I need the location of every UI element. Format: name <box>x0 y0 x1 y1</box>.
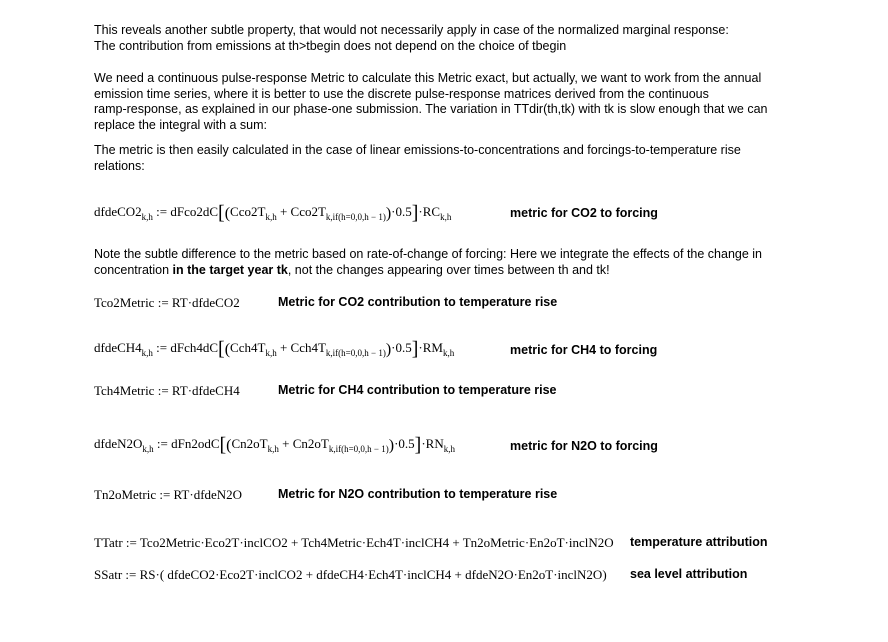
equation-ch4-forcing: $dfdeCH4_{k,h}$ := $dFch4dC[(Cch4T_{k,h} + Cch4T_{k,if(h=0,0,h - 1)})\cdot 0.5]\cdot RM_{k,h}$ <box>94 338 455 360</box>
paragraph-line: emission time series, where it is better to use the discrete pulse-response matrices derived from the continuous <box>94 86 709 101</box>
equation-sea-level-attribution: SSatr := RS·( dfdeCO2·Eco2T·inclCO2 + dfdeCH4·Ech4T·inclCH4 + dfdeN2O·En2oT·inclN2O) <box>94 567 607 582</box>
label-n2o-temperature: Metric for N2O contribution to temperature rise <box>278 487 558 501</box>
equation-temperature-attribution: TTatr := Tco2Metric·Eco2T·inclCO2 + Tch4Metric·Ech4T·inclCH4 + Tn2oMetric·En2oT·inclN2O <box>94 535 614 550</box>
equation-co2-temperature: Tco2Metric := RT·dfdeCO2 <box>94 295 240 310</box>
note-line-2: concentration in the target year tk, not the changes appearing over times between th and tk! <box>94 262 610 277</box>
note-line-1: Note the subtle difference to the metric based on rate-of-change of forcing: Here we integrate the effects of the change in <box>94 247 762 261</box>
linear-paragraph <box>94 143 741 174</box>
paragraph-line: relations: <box>94 158 145 173</box>
intro-line-1: This reveals another subtle property, that would not necessarily apply in case of the normalized marginal response: <box>94 23 729 37</box>
paragraph-line: ramp-response, as explained in our phase-one submission. The variation in TTdir(th,tk) with tk is slow enough that we can <box>94 102 768 116</box>
label-sea-level-attribution: sea level attribution <box>630 567 748 581</box>
intro-line-2: The contribution from emissions at th>tbegin does not depend on the choice of tbegin <box>94 38 567 53</box>
note-paragraph <box>94 247 762 278</box>
label-ch4-forcing: metric for CH4 to forcing <box>510 343 658 357</box>
label-co2-forcing: metric for CO2 to forcing <box>510 206 658 220</box>
label-ch4-temperature: Metric for CH4 contribution to temperature rise <box>278 383 557 397</box>
label-co2-temperature: Metric for CO2 contribution to temperature rise <box>278 295 558 309</box>
equation-n2o-temperature: Tn2oMetric := RT·dfdeN2O <box>94 487 243 502</box>
equation-ch4-temperature: Tch4Metric := RT·dfdeCH4 <box>94 383 240 398</box>
continuous-paragraph <box>94 71 768 133</box>
intro-paragraph <box>94 23 729 54</box>
equation-n2o-forcing: $dfdeN2O_{k,h}$ := $dFn2odC[(Cn2oT_{k,h} + Cn2oT_{k,if(h=0,0,h - 1)})\cdot 0.5]\cdot RN_{k,h}$ <box>94 434 455 456</box>
paragraph-line: We need a continuous pulse-response Metric to calculate this Metric exact, but actually, we want to work from the annual <box>94 71 762 85</box>
label-temperature-attribution: temperature attribution <box>630 535 768 549</box>
label-n2o-forcing: metric for N2O to forcing <box>510 439 658 453</box>
paragraph-line: The metric is then easily calculated in the case of linear emissions-to-concentrations and forcings-to-temperature rise <box>94 143 741 157</box>
emphasis-target-year: in the target year tk <box>172 262 288 277</box>
paragraph-line: replace the integral with a sum: <box>94 117 268 132</box>
equation-co2-forcing: $dfdeCO2_{k,h}$ := $dFco2dC[(Cco2T_{k,h} + Cco2T_{k,if(h=0,0,h - 1)})\cdot 0.5]\cdot RC_{k,h}$ <box>94 202 452 224</box>
